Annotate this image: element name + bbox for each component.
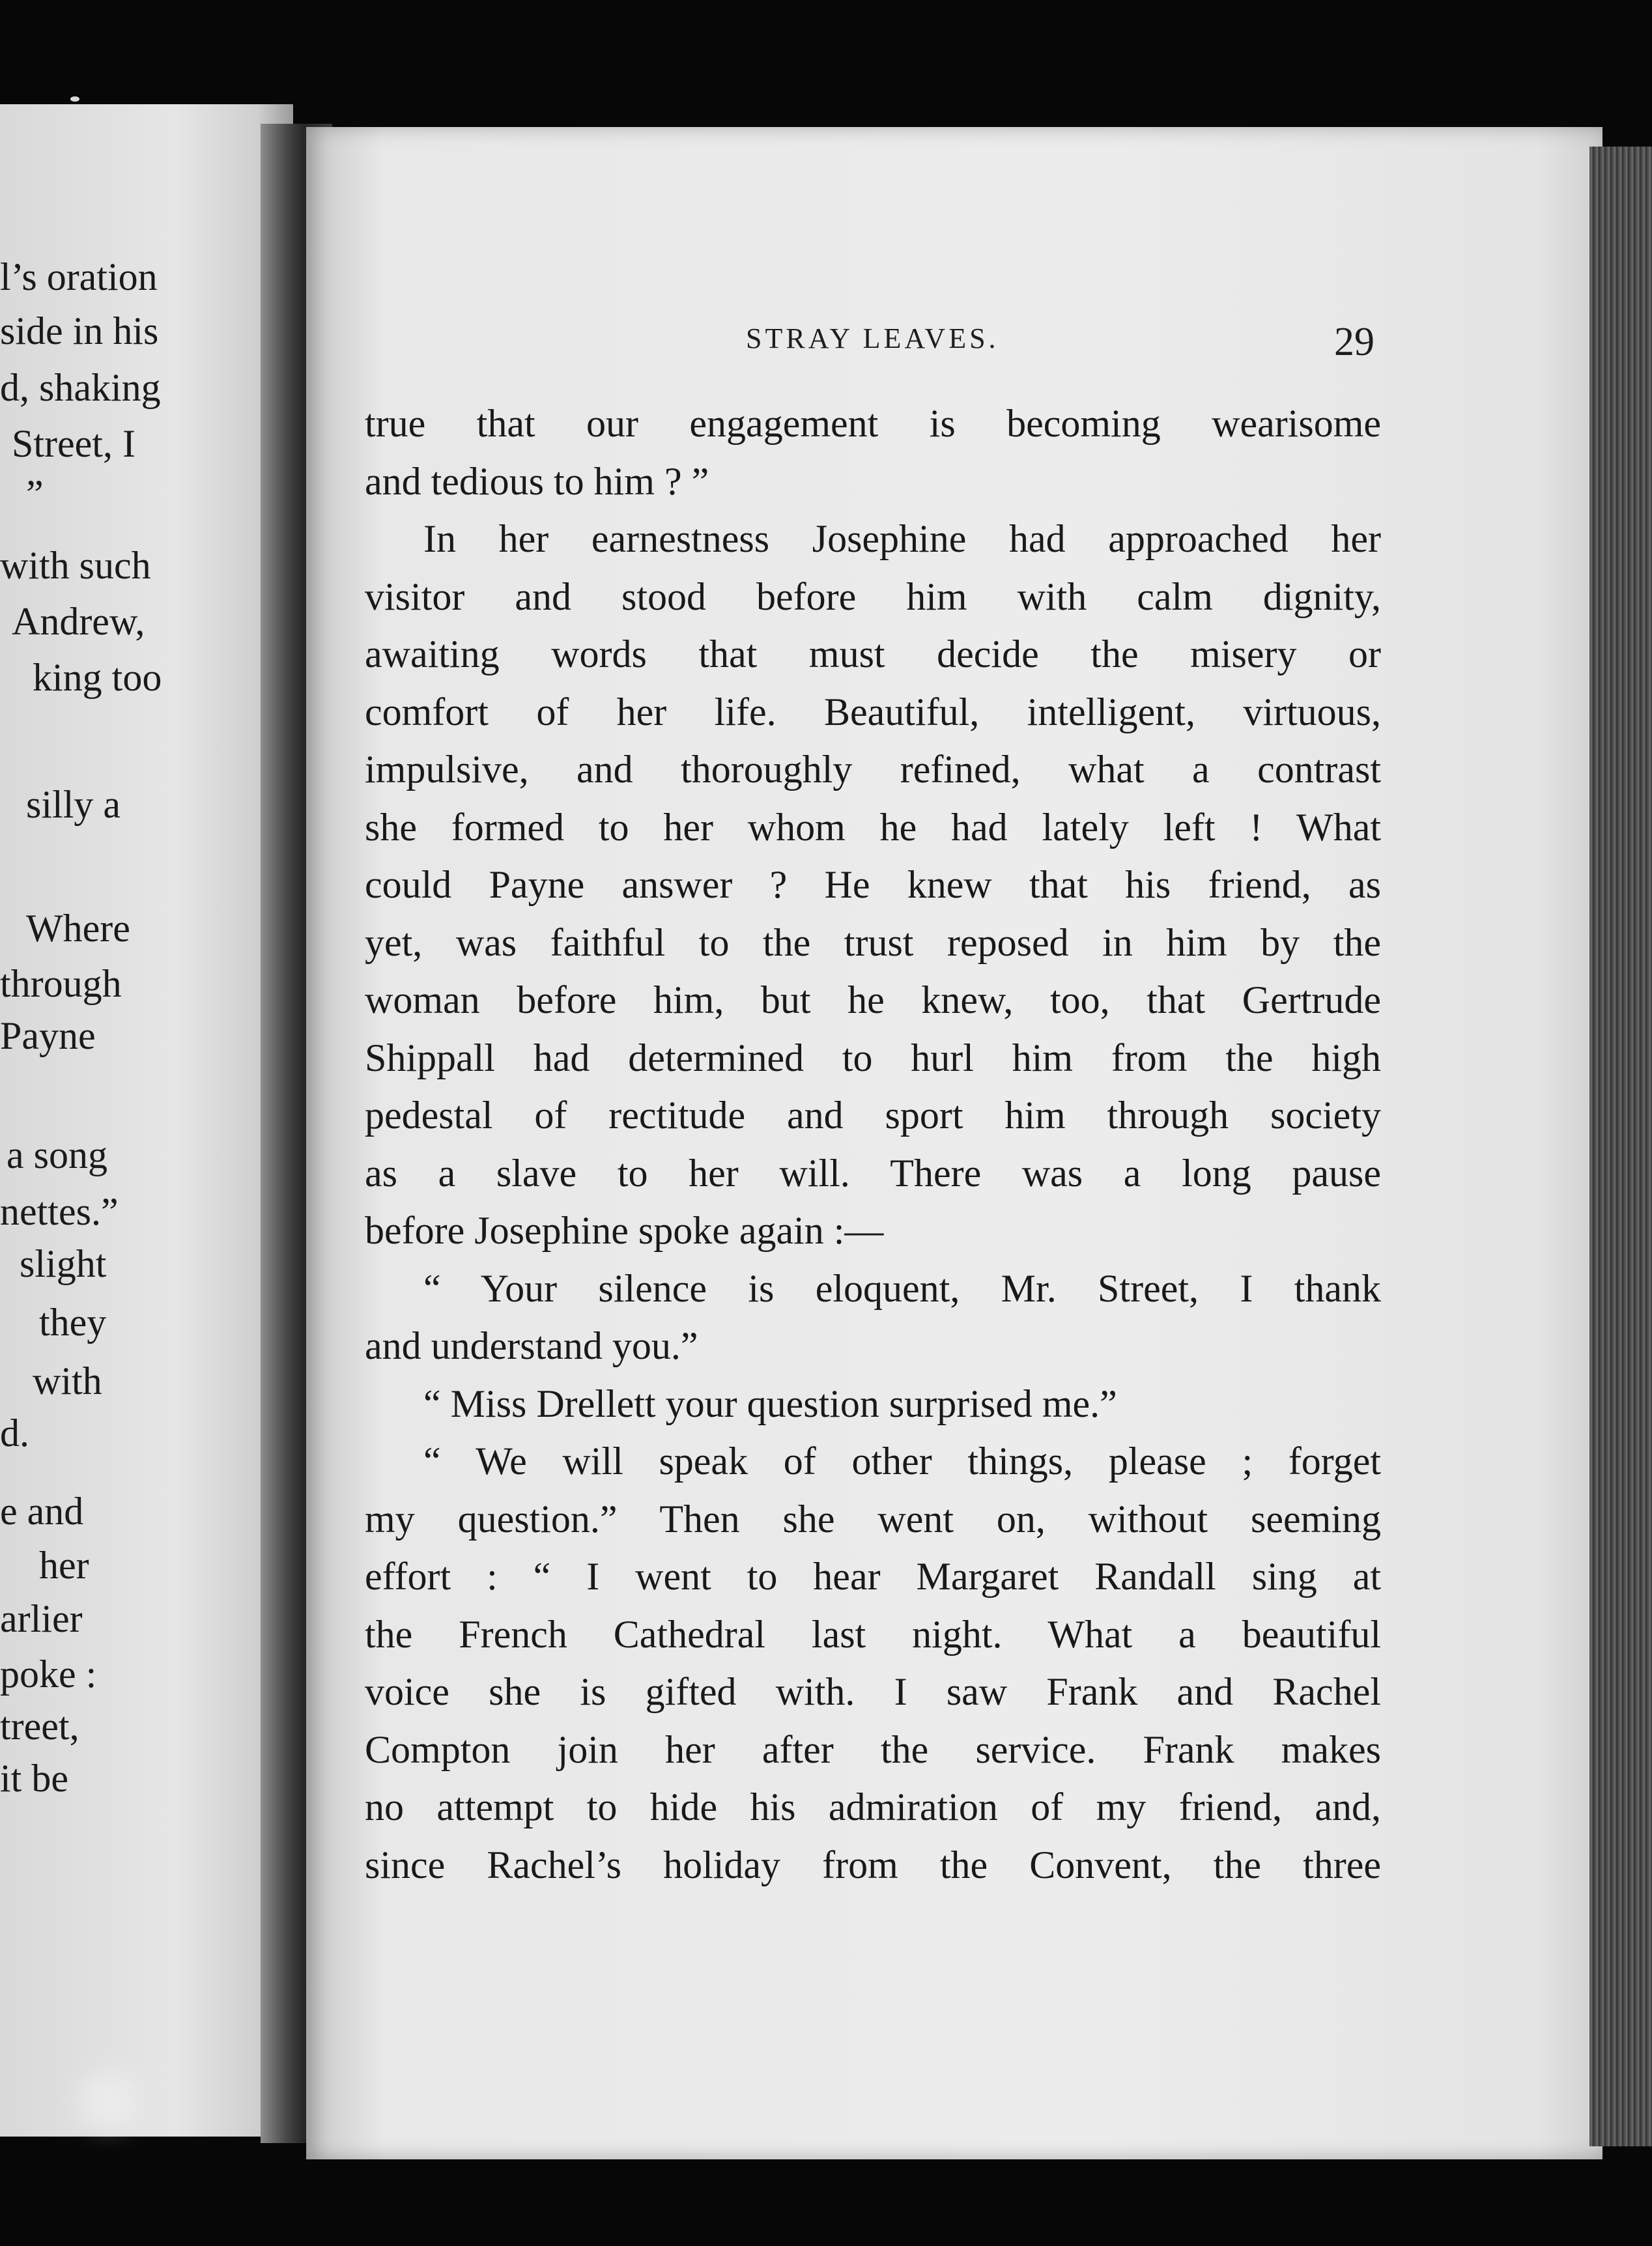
left-page-line: silly a: [26, 783, 121, 826]
text-line: my question.” Then she went on, without seeming: [365, 1497, 1381, 1541]
left-page-line: ”: [26, 472, 44, 515]
page-edges: [1589, 147, 1652, 2146]
running-head: STRAY LEAVES.: [746, 322, 999, 354]
left-page-line: d, shaking: [0, 366, 161, 409]
text-line: as a slave to her will. There was a long pause: [365, 1151, 1381, 1195]
text-line: since Rachel’s holiday from the Convent, the three: [365, 1843, 1381, 1886]
text-line: could Payne answer ? He knew that his friend, as: [365, 863, 1381, 906]
text-line: “ Miss Drellett your question surprised me.”: [423, 1382, 1117, 1425]
left-page-line: poke :: [0, 1653, 97, 1696]
text-line: before Josephine spoke again :—: [365, 1209, 884, 1252]
left-page-line: arlier: [0, 1597, 83, 1640]
text-line: woman before him, but he knew, too, that Gertrude: [365, 978, 1381, 1021]
left-page-line: nettes.”: [0, 1190, 119, 1233]
left-page-line: Where: [26, 907, 130, 950]
text-line: visitor and stood before him with calm dignity,: [365, 575, 1381, 618]
left-page-line: it be: [0, 1757, 68, 1800]
text-line: effort : “ I went to hear Margaret Randall sing at: [365, 1555, 1381, 1598]
left-page: [0, 104, 293, 2137]
text-line: awaiting words that must decide the misery or: [365, 633, 1381, 675]
text-line: comfort of her life. Beautiful, intelligent, virtuous,: [365, 690, 1381, 733]
text-line: pedestal of rectitude and sport him through society: [365, 1094, 1381, 1137]
text-line: she formed to her whom he had lately left ! What: [365, 805, 1381, 849]
left-page-line: side in his: [0, 309, 159, 352]
left-page-line: king too: [33, 656, 162, 699]
left-page-line: Andrew,: [12, 600, 145, 643]
left-page-line: e and: [0, 1490, 84, 1533]
left-page-line: Street, I: [12, 422, 135, 465]
text-line: impulsive, and thoroughly refined, what a contrast: [365, 748, 1381, 791]
text-line: the French Cathedral last night. What a beautiful: [365, 1612, 1381, 1656]
left-page-line: d.: [0, 1412, 29, 1455]
text-line: and tedious to him ? ”: [365, 459, 709, 503]
page-number: 29: [1334, 320, 1374, 364]
dust-speck: [70, 96, 79, 102]
left-page-line: Payne: [0, 1014, 96, 1057]
left-page-line: treet,: [0, 1705, 79, 1748]
text-line: and understand you.”: [365, 1324, 698, 1367]
text-line: In her earnestness Josephine had approached her: [423, 517, 1381, 560]
left-page-line: through: [0, 962, 122, 1005]
text-line: no attempt to hide his admiration of my friend, and,: [365, 1785, 1381, 1828]
text-line: Compton join her after the service. Frank makes: [365, 1727, 1381, 1771]
left-page-line: with: [33, 1359, 102, 1402]
text-line: “ Your silence is eloquent, Mr. Street, I thank: [423, 1266, 1381, 1310]
text-line: “ We will speak of other things, please ; forget: [423, 1440, 1381, 1483]
left-page-line: l’s oration: [0, 255, 158, 298]
text-line: voice she is gifted with. I saw Frank and Rachel: [365, 1670, 1381, 1713]
dust-speck: [78, 2071, 137, 2130]
left-page-line: slight: [20, 1242, 107, 1285]
left-page-line: with such: [0, 544, 151, 587]
left-page-line: her: [39, 1544, 89, 1587]
left-page-line: a song: [7, 1133, 107, 1176]
body-text: [365, 395, 1381, 1894]
left-page-line: they: [39, 1301, 107, 1344]
text-line: true that our engagement is becoming wearisome: [365, 402, 1381, 445]
text-line: Shippall had determined to hurl him from the high: [365, 1036, 1381, 1079]
text-line: yet, was faithful to the trust reposed in him by the: [365, 920, 1381, 964]
